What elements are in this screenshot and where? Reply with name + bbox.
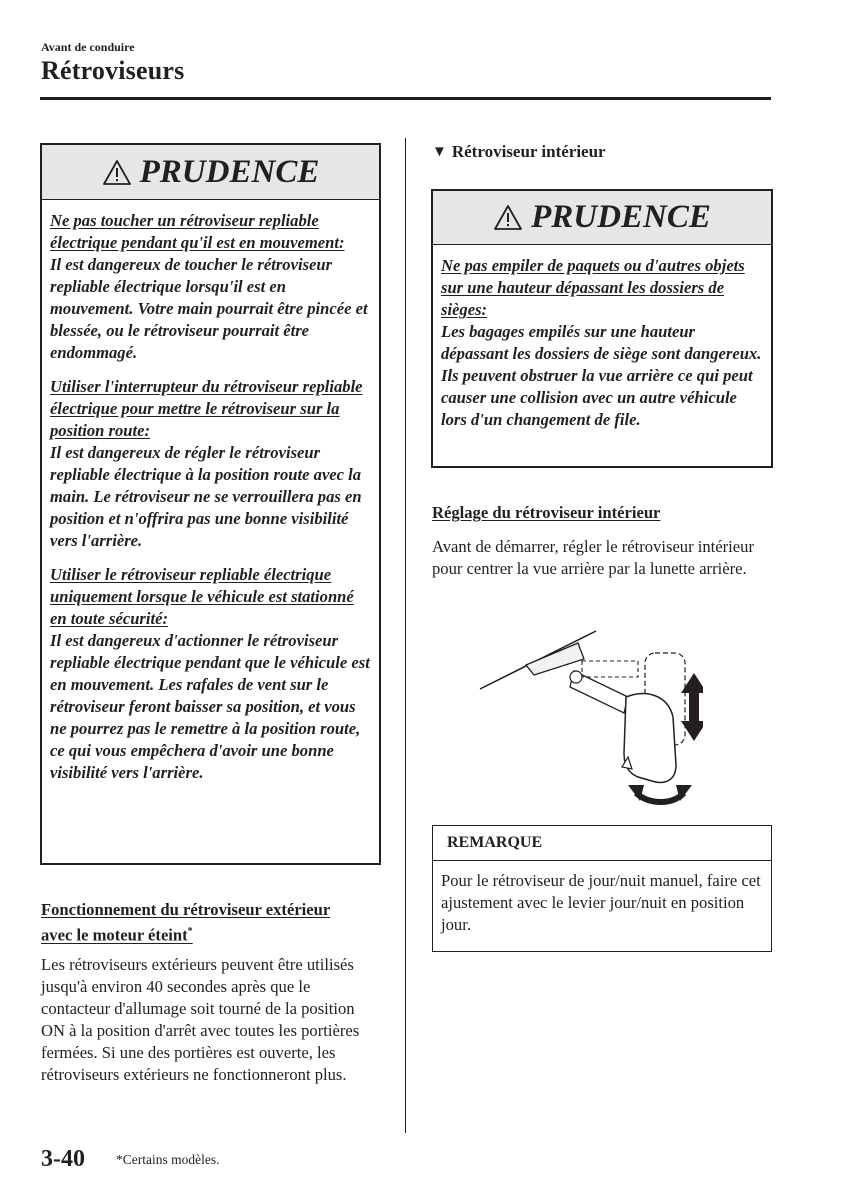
page-title: Rétroviseurs: [41, 56, 185, 85]
engine-off-heading: [41, 899, 331, 947]
interior-mirror-heading-text: Rétroviseur intérieur: [451, 142, 606, 161]
caution-item: [441, 255, 763, 431]
remark-box: [432, 825, 772, 952]
warning-triangle-icon: [493, 204, 523, 231]
interior-mirror-heading: [432, 142, 606, 162]
caution-item-heading: Utiliser le rétroviseur repliable électrique uniquement lorsque le véhicule est stationné en toute sécurité:: [50, 565, 354, 628]
caution-label: PRUDENCE: [139, 153, 320, 190]
caution-item-heading: Utiliser l'interrupteur du rétroviseur repliable électrique pour mettre le rétroviseur sur la position route:: [50, 377, 363, 440]
mirror-mount: [526, 643, 584, 675]
caution-header: [433, 191, 771, 245]
adjust-text: Avant de démarrer, régler le rétroviseur intérieur pour centrer la vue arrière par la lunette arrière.: [432, 537, 754, 578]
caution-item: [50, 210, 371, 364]
caution-item-text: Les bagages empilés sur une hauteur dépassant les dossiers de siège sont dangereux. Ils peuvent obstruer la vue arrière ce qui peut causer une collision avec un autre véhicule lors d'un changement de file.: [441, 322, 762, 429]
caution-item: [50, 564, 371, 784]
caution-label: PRUDENCE: [531, 199, 711, 235]
vertical-adjust-arrow: [681, 673, 703, 741]
caution-header: [42, 145, 379, 200]
page-number: 3-40: [41, 1146, 85, 1172]
caution-item-heading: Ne pas toucher un rétroviseur repliable électrique pendant qu'il est en mouvement:: [50, 211, 345, 252]
engine-off-text: Les rétroviseurs extérieurs peuvent être utilisés jusqu'à environ 40 secondes après que le contacteur d'allumage soit tourné de la position ON à la position d'arrêt avec toutes les portières fermées. Si une des portières est ouverte, les rétroviseurs extérieurs ne fonctionneront plus.: [41, 955, 360, 1084]
caution-item: [50, 376, 371, 552]
adjust-heading: Réglage du rétroviseur intérieur: [432, 503, 661, 522]
caution-item-heading: Ne pas empiler de paquets ou d'autres objets sur une hauteur dépassant les dossiers de sièges:: [441, 256, 745, 319]
caution-item-text: Il est dangereux de régler le rétroviseur repliable électrique à la position route avec la main. Le rétroviseur ne se verrouillera pas en position et n'offrira pas une bonne visibilité vers l'arrière.: [50, 443, 362, 550]
caution-box-luggage: [431, 189, 773, 468]
section-label: Avant de conduire: [41, 40, 135, 54]
caution-body: [433, 245, 771, 431]
caution-body: [42, 200, 379, 784]
caution-item-text: Il est dangereux d'actionner le rétroviseur repliable électrique pendant que le véhicule est en mouvement. Les rafales de vent sur le rétroviseur feront baisser sa position, et vous ne pourrez pas le remettre à la position route, ce qui vous empêchera d'avoir une bonne visibilité vers l'arrière.: [50, 631, 370, 782]
column-divider: [405, 138, 406, 1133]
mirror-alt-position: [582, 661, 638, 677]
engine-off-heading-text: Fonctionnement du rétroviseur extérieur avec le moteur éteint: [41, 900, 331, 945]
caution-box-folding-mirror: [40, 143, 381, 865]
footnote-marker: *: [187, 926, 193, 937]
footnote: *Certains modèles.: [116, 1152, 220, 1167]
rearview-mirror-illustration: [478, 625, 703, 810]
caution-item-text: Il est dangereux de toucher le rétroviseur repliable électrique lorsqu'il est en mouvement. Votre main pourrait être pincée et blessée, ou le rétroviseur pourrait être endommagé.: [50, 255, 368, 362]
remark-label: REMARQUE: [433, 826, 771, 861]
triangle-bullet-icon: ▼: [432, 143, 447, 160]
remark-text: Pour le rétroviseur de jour/nuit manuel, faire cet ajustement avec le levier jour/nuit en position jour.: [441, 871, 761, 934]
rotate-adjust-arrow: [636, 793, 684, 802]
title-rule: [40, 97, 771, 100]
warning-triangle-icon: [102, 159, 132, 186]
